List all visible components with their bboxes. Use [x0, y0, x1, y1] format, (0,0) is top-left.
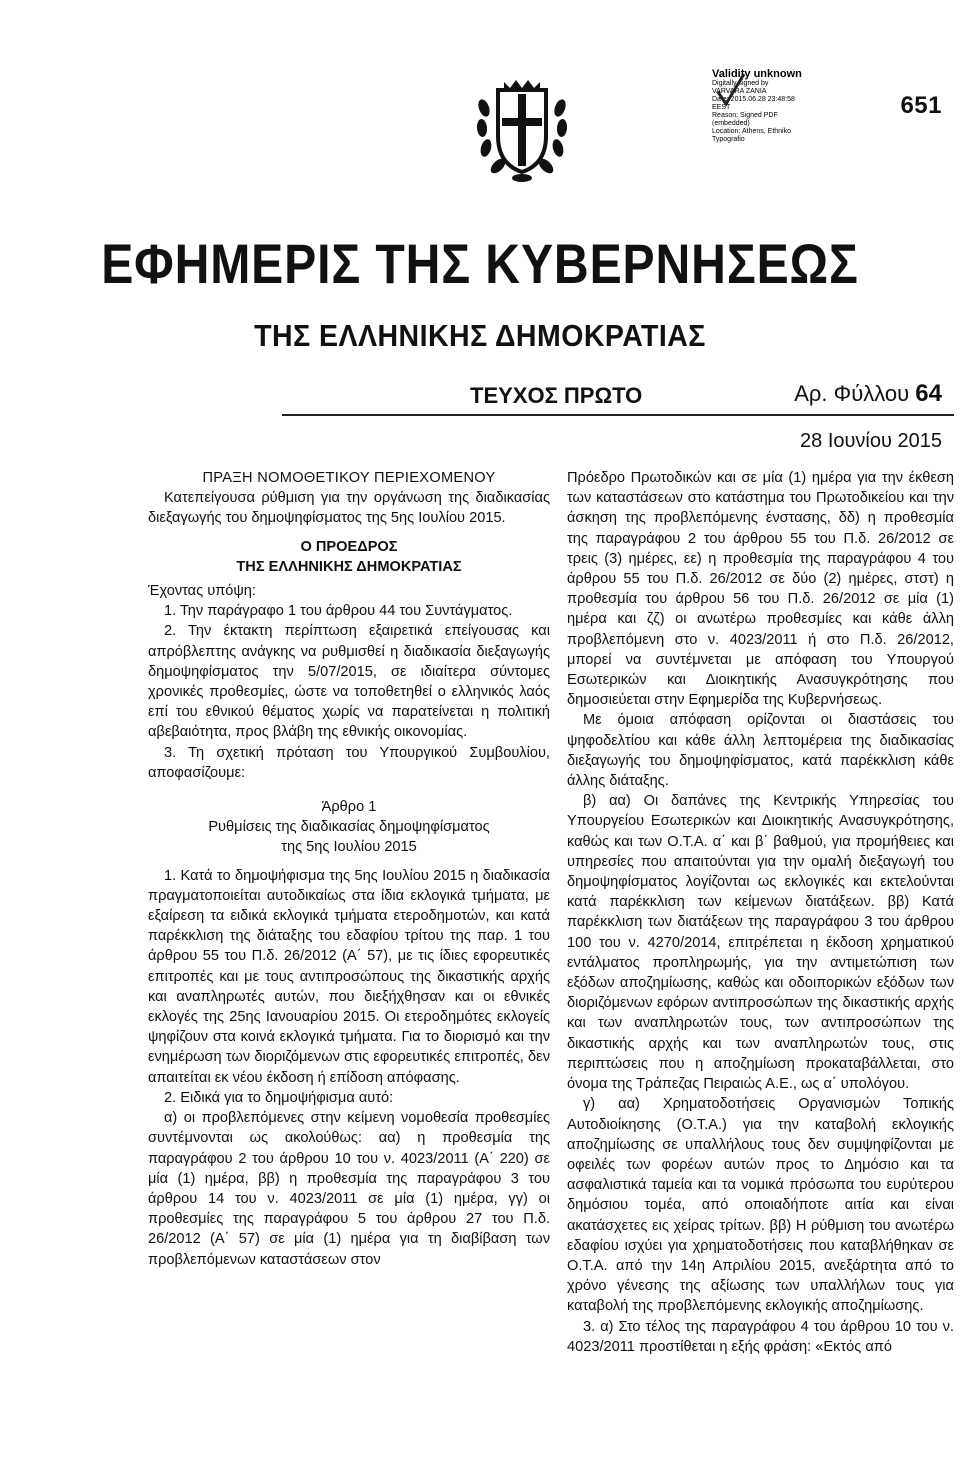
continuation-text: Πρόεδρο Πρωτοδικών και σε μία (1) ημέρα για την έκθεση των καταστάσεων στο κατάστημα του Πρωτοδικείου και την άσκηση της προβλεπόμενης ένστασης, δδ) η προθεσμία της παραγράφου 2 του άρθρου 55 του Π.δ. 26/2012 σε τρεις (3) ημέρες, εε) η προθεσμία της παραγράφου 4 του άρθρου 55 του Π.δ. 26/2012 σε δύο (2) ημέρες, στστ) η προθεσμία του άρθρου 56 του Π.δ. 26/2012 σε μία (1) ημέρα και ζζ) οι ανωτέρω προθεσμίες και κάθε άλλη προβλεπόμενη στο ν. 4023/2011 ή στο Π.δ. 26/2012, μπορεί να συντέμνεται με απόφαση του Υπουργού Εσωτερικών και Διοικητικής Ανασυγκρότησης που δημοσιεύεται στην Εφημερίδα της Κυβερνήσεως. [567, 470, 954, 709]
issuer-line: ΤΗΣ ΕΛΛΗΝΙΚΗΣ ΔΗΜΟΚΡΑΤΙΑΣ [236, 558, 462, 575]
gazette-title: ΕΦΗΜΕΡΙΣ ΤΗΣ ΚΥΒΕΡΝΗΣΕΩΣ [101, 232, 859, 295]
article-heading: της 5ης Ιουλίου 2015 [281, 839, 417, 856]
signature-validity: Validity unknown [712, 68, 802, 80]
article-title: Άρθρο 1 [321, 799, 377, 816]
left-column [148, 468, 550, 1270]
sheet-number [794, 380, 942, 408]
recital-2: 2. Την έκτακτη περίπτωση εξαιρετικά επείγουσας και απρόβλεπτης ανάγκης να ρυθμισθεί η διαδικασία διεξαγωγής δημοψηφίσματος την 5/07/2015, σε ιδιαίτερα σύντομες χρονικές προθεσμίες, ώστε να τοποθετηθεί ο ελληνικός λαός επί του εθνικού θέματος χωρίς να παρατείνεται η πολιτική αβεβαιότητα, προς βλάβη της εθνικής οικονομίας. [148, 623, 550, 741]
considering-label: Έχοντας υπόψη: [148, 583, 256, 600]
paragraph-1: 1. Κατά το δημοψήφισμα της 5ης Ιουλίου 2015 η διαδικασία πραγματοποιείται αυτοδικαίως στα ίδια εκλογικά τμήματα, με εξαίρεση τα ειδικά εκλογικά τμήματα ετεροδημοτών, και κατά παρέκκλιση της διάταξης του εδαφίου τρίτου της παρ. 1 του άρθρου 55 του Π.δ. 26/2012 (Α΄ 57), με τις ίδιες εφορευτικές επιτροπές και με τους αντιπροσώπους της δικαστικής αρχής και αναπληρωτές αυτών, που διεξήχθησαν και οι εθνικές εκλογές της 25ης Ιανουαρίου 2015. Οι ετεροδημότες εκλογείς ψηφίζουν στα κοινά εκλογικά τμήματα. Για το διορισμό και την ενημέρωση των διοριζόμενων στις εφορευτικές επιτροπές, δεν απαιτείται εκ νέου έκδοση ή επίδοση απόφασης. [148, 867, 550, 1086]
signature-line: Typografio [712, 136, 745, 143]
issue-series: ΤΕΥΧΟΣ ΠΡΩΤΟ [470, 383, 643, 408]
signature-check-icon [714, 70, 748, 118]
recital-1: 1. Την παράγραφο 1 του άρθρου 44 του Συντάγματος. [164, 603, 513, 620]
signature-line: Digitally signed by [712, 80, 769, 87]
signature-line: Date: 2015.06.28 23:48:58 [712, 96, 795, 103]
page-number: 651 [900, 92, 942, 119]
act-subject: Κατεπείγουσα ρύθμιση για την οργάνωση της διαδικασίας διεξαγωγής του δημοψηφίσματος της 5ης Ιουλίου 2015. [148, 490, 550, 527]
header-divider [282, 414, 954, 416]
signature-line: (embedded) [712, 120, 750, 127]
continuation-text: Με όμοια απόφαση ορίζονται οι διαστάσεις του ψηφοδελτίου και κάθε άλλη λεπτομέρεια της διαδικασίας διεξαγωγής του δημοψηφίσματος, κατά παρέκκλιση κάθε άλλης διάταξης. [567, 712, 954, 790]
article-heading: Ρυθμίσεις της διαδικασίας δημοψηφίσματος [208, 819, 490, 836]
recital-3: 3. Τη σχετική πρόταση του Υπουργικού Συμβουλίου, αποφασίζουμε: [148, 744, 550, 781]
signature-line: Reason: Signed PDF [712, 112, 778, 119]
act-type: ΠΡΑΞΗ ΝΟΜΟΘΕΤΙΚΟΥ ΠΕΡΙΕΧΟΜΕΝΟΥ [202, 470, 496, 486]
signature-line: Location: Athens, Ethniko [712, 128, 791, 135]
digital-signature-stamp [708, 68, 828, 143]
sheet-number-value: 64 [915, 380, 942, 407]
signature-line: EEST [712, 104, 731, 111]
issue-date: 28 Ιουνίου 2015 [800, 430, 942, 452]
right-column [567, 468, 954, 1357]
paragraph-2: 2. Ειδικά για το δημοψήφισμα αυτό: [164, 1089, 394, 1106]
sheet-label: Αρ. Φύλλου [794, 381, 910, 406]
signature-line: VARVARA ZANIA [712, 88, 767, 95]
greek-coat-of-arms-icon [474, 78, 570, 186]
paragraph-3: 3. α) Στο τέλος της παραγράφου 4 του άρθρου 10 του ν. 4023/2011 προστίθεται η εξής φράση: «Εκτός από [567, 1318, 954, 1355]
paragraph-2c: γ) αα) Χρηματοδοτήσεις Οργανισμών Τοπικής Αυτοδιοίκησης (Ο.Τ.Α.) για την καταβολή εκλογικής αποζημίωσης σε υπαλλήλους τους δεν συμψηφίζονται με οφειλές των φορέων αυτών προς το Δημόσιο και τα ασφαλιστικά ταμεία και τα νομικά πρόσωπα του ευρύτερου δημόσιου τομέα, από οποιαδήποτε αιτία και είναι ακατάσχετες εις χείρας τρίτων. ββ) Η ρύθμιση του ανωτέρω εδαφίου ισχύει για χρηματοδοτήσεις που καταβλήθηκαν σε Ο.Τ.Α. από την 14η Απριλίου 2015, ανεξάρτητα από το χρόνο γένεσης της αξίωσης των υπαλλήλων τους για καταβολή της προβλεπόμενης εκλογικής αποζημίωσης. [567, 1096, 954, 1315]
issuer-line: Ο ΠΡΟΕΔΡΟΣ [300, 538, 398, 555]
paragraph-2a: α) οι προβλεπόμενες στην κείμενη νομοθεσία προθεσμίες συντέμνονται ως ακολούθως: αα) η προθεσμία της παραγράφου 2 του άρθρου 10 του ν. 4023/2011 (Α΄ 220) σε μία (1) ημέρα, ββ) η προθεσμία της παραγράφου 3 του άρθρου 14 του ν. 4023/2011 σε μία (1) ημέρα, γγ) οι προθεσμίες της παραγράφου 5 του άρθρου 27 του Π.δ. 26/2012 (Α΄ 57) σε μία (1) ημέρα για τη διαβίβαση των προβλεπόμενων καταστάσεων στον [148, 1110, 550, 1268]
gazette-subtitle: ΤΗΣ ΕΛΛΗΝΙΚΗΣ ΔΗΜΟΚΡΑΤΙΑΣ [254, 318, 706, 353]
paragraph-2b: β) αα) Οι δαπάνες της Κεντρικής Υπηρεσίας του Υπουργείου Εσωτερικών και Διοικητικής Ανασυγκρότησης, καθώς και των Ο.Τ.Α. α΄ και β΄ βαθμού, για προμήθειες και υπηρεσίες που απαιτούνται για την ομαλή διεξαγωγή του δημοψηφίσματος λογίζονται ως εκλογικές και εκτελούνται κατά παρέκκλιση των κείμενων διατάξεων. ββ) Κατά παρέκκλιση των διατάξεων της παραγράφου 3 του άρθρου 100 του ν. 4270/2014, επιτρέπεται η έκδοση χρηματικού εντάλματος προπληρωμής, για την αντιμετώπιση των εξόδων αποζημίωσης, καθώς και οδοιπορικών εξόδων των διοριζόμενων εφόρων αντιπροσώπων της δικαστικής αρχής και των αναπληρωτών τους, των αντιπροσώπων της δικαστικής αρχής και των αναπληρωτών τους, στις περιπτώσεις που η αποζημίωση προκαταβάλλεται, στο όνομα της Τράπεζας Πειραιώς Α.Ε., ως α΄ υπολόγου. [567, 793, 954, 1093]
